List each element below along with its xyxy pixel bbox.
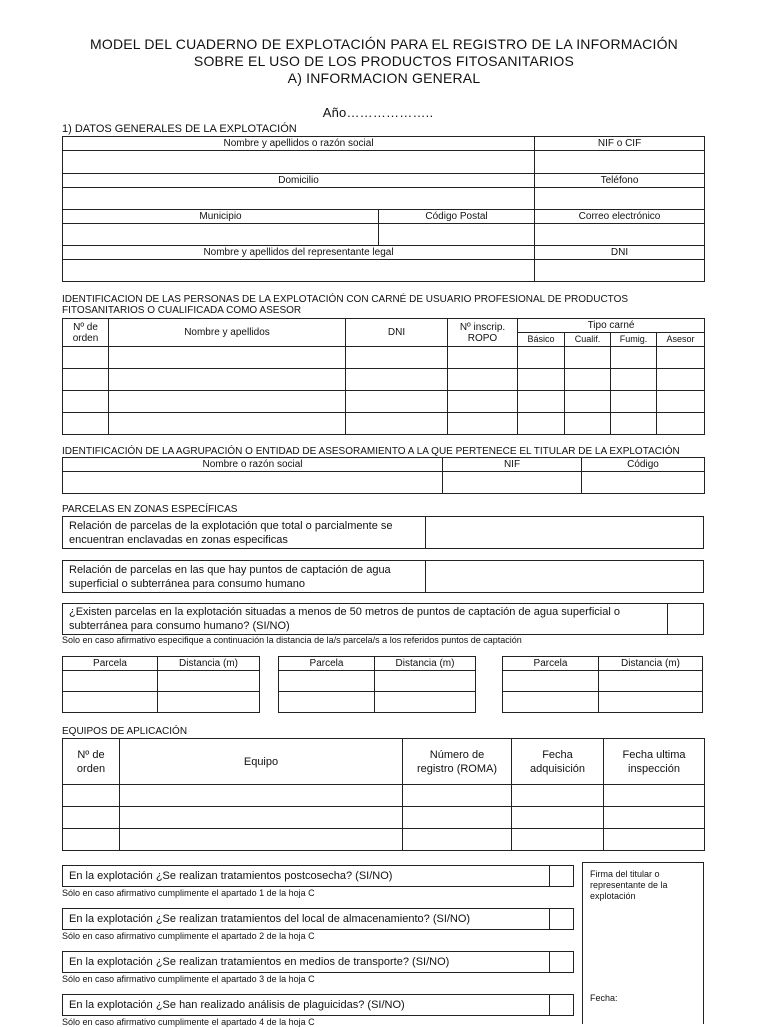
cell[interactable] — [346, 369, 448, 391]
parcel-header: Parcela — [503, 657, 599, 671]
transport-box — [62, 951, 574, 973]
cell[interactable] — [375, 692, 476, 713]
advisory-name-field[interactable] — [63, 472, 443, 494]
cell[interactable] — [512, 807, 604, 829]
divider — [425, 517, 426, 548]
cell[interactable] — [346, 413, 448, 435]
pesticide-analysis-box — [62, 994, 574, 1016]
cell[interactable] — [503, 671, 599, 692]
doc-title-line3: A) INFORMACION GENERAL — [287, 70, 481, 86]
cell[interactable] — [503, 692, 599, 713]
distance-header: Distancia (m) — [375, 657, 476, 671]
parcel-distance-table-3 — [502, 656, 703, 713]
doc-title-line2: SOBRE EL USO DE LOS PRODUCTOS FITOSANITARIOS — [193, 53, 575, 69]
cell[interactable] — [63, 692, 158, 713]
parcel-distance-table-2 — [278, 656, 476, 713]
specific-zones-field[interactable] — [427, 517, 703, 548]
cell[interactable] — [518, 347, 565, 369]
parcel-header: Parcela — [279, 657, 375, 671]
cell[interactable] — [109, 347, 346, 369]
cell[interactable] — [604, 829, 705, 851]
cell[interactable] — [158, 692, 260, 713]
cell[interactable] — [657, 391, 705, 413]
pesticide-analysis-question: En la explotación ¿Se han realizado análisis de plaguicidas? (SI/NO) — [69, 999, 405, 1011]
water-capture-box — [62, 560, 704, 593]
table-row — [63, 369, 705, 391]
cell[interactable] — [565, 391, 611, 413]
transport-question: En la explotación ¿Se realizan tratamientos en medios de transporte? (SI/NO) — [69, 956, 450, 968]
cell[interactable] — [63, 671, 158, 692]
cell[interactable] — [346, 347, 448, 369]
water-capture-question: Relación de parcelas en las que hay puntos de captación de agua superficial o subterránea para consumo humano — [69, 564, 391, 590]
postharvest-box — [62, 865, 574, 887]
postharvest-question: En la explotación ¿Se realizan tratamientos postcosecha? (SI/NO) — [69, 870, 393, 882]
person-dni-header: DNI — [346, 319, 448, 347]
distance-50m-question: ¿Existen parcelas en la explotación situadas a menos de 50 metros de puntos de captación de agua superficial o subterránea para consumo humano? (SI/NO) — [69, 606, 620, 632]
parcel-header: Parcela — [63, 657, 158, 671]
advisory-table — [62, 457, 705, 494]
advisory-nif-field[interactable] — [443, 472, 582, 494]
cell[interactable] — [279, 692, 375, 713]
dni-field[interactable] — [535, 260, 705, 282]
town-field[interactable] — [63, 224, 379, 246]
nif-header: NIF o CIF — [535, 137, 705, 151]
postharvest-note: Sólo en caso afirmativo cumplimente el apartado 1 de la hoja C — [62, 888, 315, 898]
roma-label: Número de registro (ROMA) — [416, 748, 498, 775]
roma-header — [403, 739, 512, 785]
cell[interactable] — [279, 671, 375, 692]
equipment-table — [62, 738, 705, 851]
doc-title-line1: MODEL DEL CUADERNO DE EXPLOTACIÓN PARA EL REGISTRO DE LA INFORMACIÓN — [90, 36, 678, 52]
card-basic-header: Básico — [518, 333, 565, 347]
cell[interactable] — [611, 391, 657, 413]
cell[interactable] — [120, 807, 403, 829]
cell[interactable] — [599, 692, 703, 713]
table-row — [63, 829, 705, 851]
cell[interactable] — [611, 347, 657, 369]
name-field[interactable] — [63, 151, 535, 174]
person-name-header: Nombre y apellidos — [109, 319, 346, 347]
cell[interactable] — [120, 829, 403, 851]
card-type-header: Tipo carné — [518, 319, 705, 333]
general-data-table — [62, 136, 705, 282]
cell[interactable] — [63, 807, 120, 829]
advisory-code-header: Código — [582, 458, 705, 472]
town-header: Municipio — [63, 210, 379, 224]
postal-field[interactable] — [379, 224, 535, 246]
cell[interactable] — [448, 369, 518, 391]
insp-header — [604, 739, 705, 785]
cell[interactable] — [565, 347, 611, 369]
parcel-distance-table-1 — [62, 656, 260, 713]
insp-label: Fecha ultima inspección — [622, 748, 686, 775]
email-header: Correo electrónico — [535, 210, 705, 224]
cell[interactable] — [63, 785, 120, 807]
name-header: Nombre y apellidos o razón social — [63, 137, 535, 151]
section-equipment-title: EQUIPOS DE APLICACIÓN — [62, 726, 188, 737]
cell[interactable] — [109, 391, 346, 413]
cell[interactable] — [611, 413, 657, 435]
nif-field[interactable] — [535, 151, 705, 174]
address-field[interactable] — [63, 188, 535, 210]
signature-date-label: Fecha: — [590, 993, 618, 1003]
specific-zones-question: Relación de parcelas de la explotación que total o parcialmente se encuentran enclavadas en zonas especificas — [69, 520, 393, 546]
cell[interactable] — [448, 413, 518, 435]
section-parcels-title: PARCELAS EN ZONAS ESPECÍFICAS — [62, 504, 238, 515]
cell[interactable] — [599, 671, 703, 692]
cell[interactable] — [604, 807, 705, 829]
specific-zones-box — [62, 516, 704, 549]
table-row — [63, 807, 705, 829]
card-qualif-header: Cualif. — [565, 333, 611, 347]
cell[interactable] — [565, 413, 611, 435]
postharvest-answer[interactable] — [550, 866, 573, 886]
pesticide-analysis-answer[interactable] — [550, 995, 573, 1015]
divider — [425, 561, 426, 592]
card-advisor-header: Asesor — [657, 333, 705, 347]
table-row — [63, 391, 705, 413]
cell[interactable] — [657, 347, 705, 369]
cell[interactable] — [63, 391, 109, 413]
acq-label: Fecha adquisición — [529, 748, 586, 775]
equip-order-header — [63, 739, 120, 785]
cell[interactable] — [518, 391, 565, 413]
advisory-name-header: Nombre o razón social — [63, 458, 443, 472]
cell[interactable] — [611, 369, 657, 391]
advisory-code-field[interactable] — [582, 472, 705, 494]
section-persons-title: IDENTIFICACION DE LAS PERSONAS DE LA EXPLOTACIÓN CON CARNÉ DE USUARIO PROFESIONAL DE PRODUCTOS FITOSANITARIOS O CUALIFICADA COMO ASESOR — [62, 294, 629, 316]
cell[interactable] — [109, 369, 346, 391]
order-header: Nº de orden — [63, 319, 109, 347]
storage-note: Sólo en caso afirmativo cumplimente el apartado 2 de la hoja C — [62, 931, 315, 941]
signature-box[interactable] — [582, 862, 704, 1024]
year-field: Año……………….. — [322, 105, 434, 120]
cell[interactable] — [518, 413, 565, 435]
storage-question: En la explotación ¿Se realizan tratamientos del local de almacenamiento? (SI/NO) — [69, 913, 471, 925]
cell[interactable] — [657, 369, 705, 391]
pesticide-analysis-note: Sólo en caso afirmativo cumplimente el apartado 4 de la hoja C — [62, 1017, 315, 1027]
dni-header: DNI — [535, 246, 705, 260]
equip-header: Equipo — [120, 739, 403, 785]
table-row — [63, 347, 705, 369]
storage-answer[interactable] — [550, 909, 573, 929]
legal-rep-header: Nombre y apellidos del representante legal — [63, 246, 535, 260]
cell[interactable] — [158, 671, 260, 692]
table-row — [63, 785, 705, 807]
cell[interactable] — [63, 347, 109, 369]
distance-header: Distancia (m) — [158, 657, 260, 671]
equip-order-label: Nº de orden — [76, 748, 106, 775]
distance-note: Solo en caso afirmativo especifique a continuación la distancia de la/s parcela/s a los referidos puntos de captación — [62, 635, 522, 645]
card-fumig-header: Fumig. — [611, 333, 657, 347]
cell[interactable] — [120, 785, 403, 807]
cell[interactable] — [448, 391, 518, 413]
phone-field[interactable] — [535, 188, 705, 210]
transport-note: Sólo en caso afirmativo cumplimente el apartado 3 de la hoja C — [62, 974, 315, 984]
cell[interactable] — [63, 829, 120, 851]
cell[interactable] — [657, 413, 705, 435]
water-capture-field[interactable] — [427, 561, 703, 592]
distance-50m-box — [62, 603, 704, 635]
table-row — [63, 413, 705, 435]
cell[interactable] — [346, 391, 448, 413]
transport-answer[interactable] — [550, 952, 573, 972]
acq-header — [512, 739, 604, 785]
legal-rep-field[interactable] — [63, 260, 535, 282]
cell[interactable] — [63, 413, 109, 435]
cell[interactable] — [403, 785, 512, 807]
cell[interactable] — [565, 369, 611, 391]
cell[interactable] — [63, 369, 109, 391]
cell[interactable] — [403, 807, 512, 829]
distance-header: Distancia (m) — [599, 657, 703, 671]
cell[interactable] — [448, 347, 518, 369]
address-header: Domicilio — [63, 174, 535, 188]
distance-50m-answer[interactable] — [669, 604, 703, 634]
section-general-data-title: 1) DATOS GENERALES DE LA EXPLOTACIÓN — [62, 123, 297, 135]
cell[interactable] — [512, 829, 604, 851]
cell[interactable] — [518, 369, 565, 391]
signature-label: Firma del titular o representante de la explotación — [590, 869, 668, 901]
divider — [667, 604, 668, 634]
ropo-header: Nº inscrip. ROPO — [448, 319, 518, 347]
cell[interactable] — [403, 829, 512, 851]
persons-table — [62, 318, 705, 435]
postal-header: Código Postal — [379, 210, 535, 224]
storage-box — [62, 908, 574, 930]
cell[interactable] — [375, 671, 476, 692]
phone-header: Teléfono — [535, 174, 705, 188]
section-advisory-title: IDENTIFICACIÓN DE LA AGRUPACIÓN O ENTIDAD DE ASESORAMIENTO A LA QUE PERTENECE EL TITULAR DE LA EXPLOTACIÓN — [62, 446, 680, 457]
email-field[interactable] — [535, 224, 705, 246]
cell[interactable] — [604, 785, 705, 807]
cell[interactable] — [109, 413, 346, 435]
cell[interactable] — [512, 785, 604, 807]
advisory-nif-header: NIF — [443, 458, 582, 472]
